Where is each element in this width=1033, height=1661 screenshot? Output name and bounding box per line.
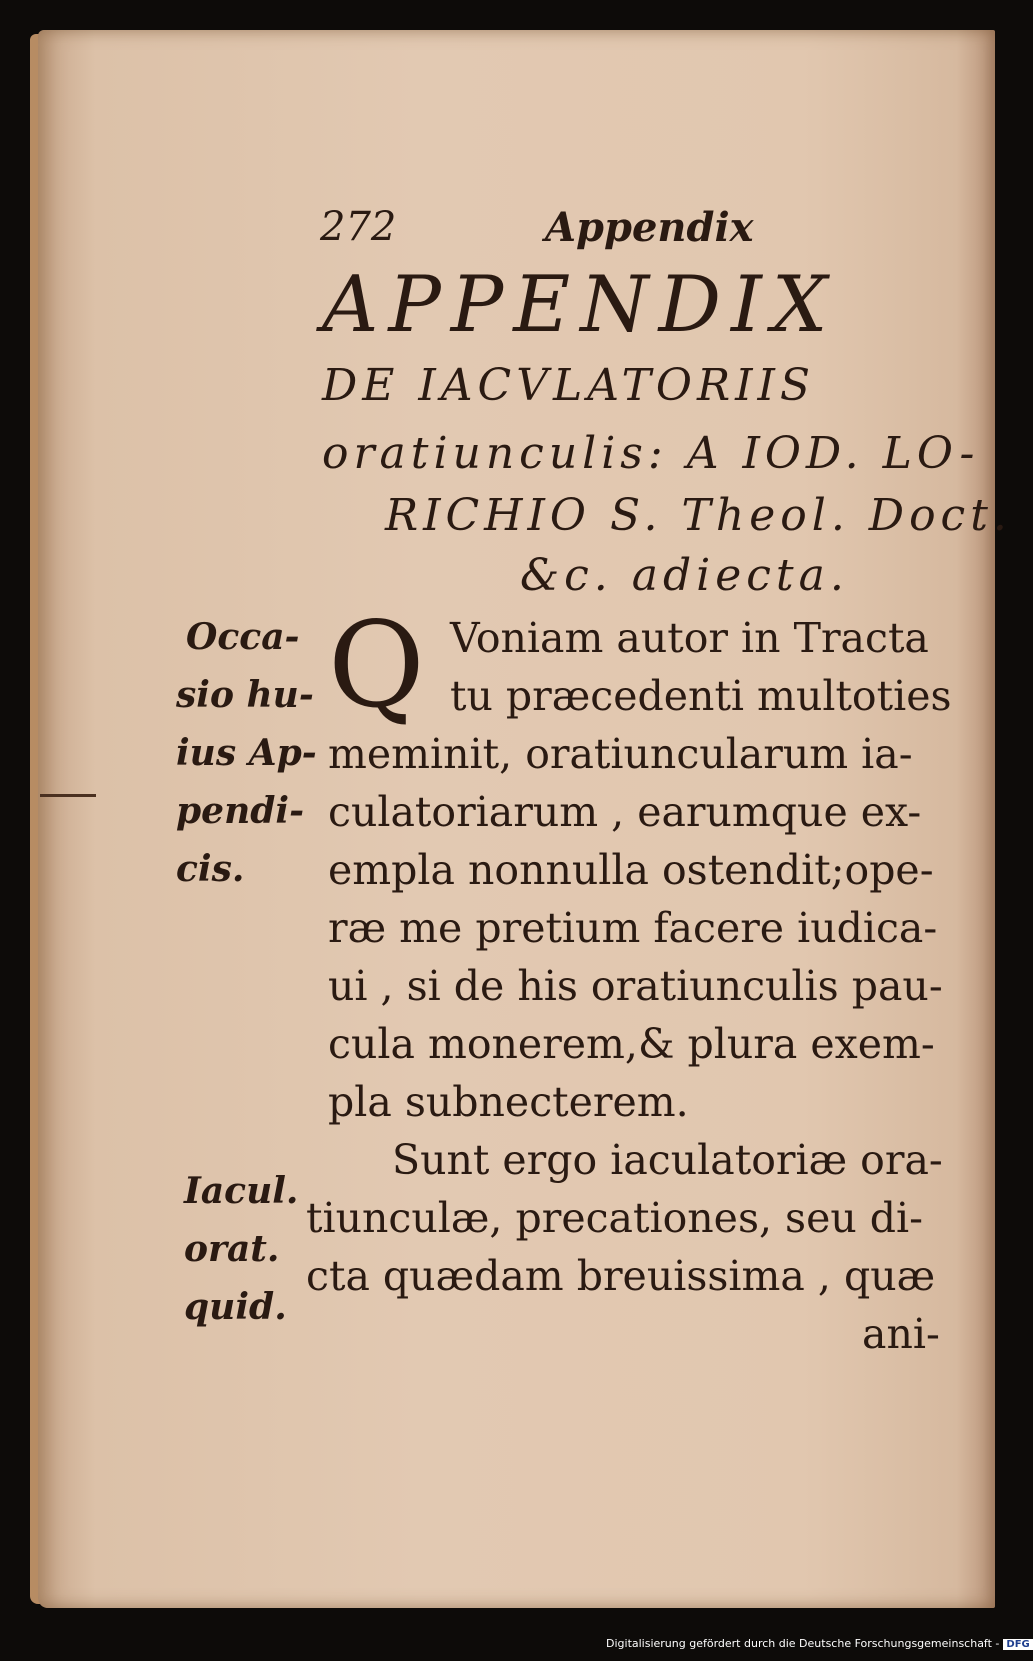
margin-note: pendi- [176,790,305,832]
margin-note: ius Ap- [176,732,317,774]
running-title: Appendix [545,204,754,251]
margin-note: sio hu- [176,674,314,716]
margin-note: Iacul. [184,1170,299,1212]
margin-note: cis. [176,848,245,890]
margin-note: Occa- [186,616,300,658]
body-line: ræ me pretium facere iudica- [328,904,938,952]
dfg-logo: DFG [1003,1639,1032,1650]
margin-tick-mark [40,794,96,797]
credit-text: Digitalisierung gefördert durch die Deutsche Forschungsgemeinschaft - [606,1637,1000,1650]
body-line: pla subnecterem. [328,1078,689,1126]
margin-note: quid. [184,1286,287,1328]
title-line: &c. adiecta. [520,550,849,601]
body-line: meminit, oratiuncularum ia- [328,730,913,778]
body-line: culatoriarum , earumque ex- [328,788,922,836]
body-line: Voniam autor in Tracta [450,614,929,662]
body-line: tiunculæ, precationes, seu di- [306,1194,924,1242]
title-line: DE IACVLATORIIS [322,360,816,411]
body-line: ani- [862,1310,940,1358]
body-line: empla nonnulla ostendit;ope- [328,846,934,894]
body-line: Sunt ergo iaculatoriæ ora- [392,1136,943,1184]
digitization-credit [606,1637,1033,1650]
body-line: ui , si de his oratiunculis pau- [328,962,943,1010]
title-line: RICHIO S. Theol. Doct. [385,490,1012,541]
body-line: tu præcedenti multoties [450,672,952,720]
page-number: 272 [320,204,397,250]
title-line: oratiunculis: A IOD. LO- [322,428,980,479]
drop-cap: Q [328,596,425,734]
body-line: cta quædam breuissima , quæ [306,1252,936,1300]
margin-note: orat. [184,1228,280,1270]
body-line: cula monerem,& plura exem- [328,1020,935,1068]
title-main: APPENDIX [322,260,838,350]
